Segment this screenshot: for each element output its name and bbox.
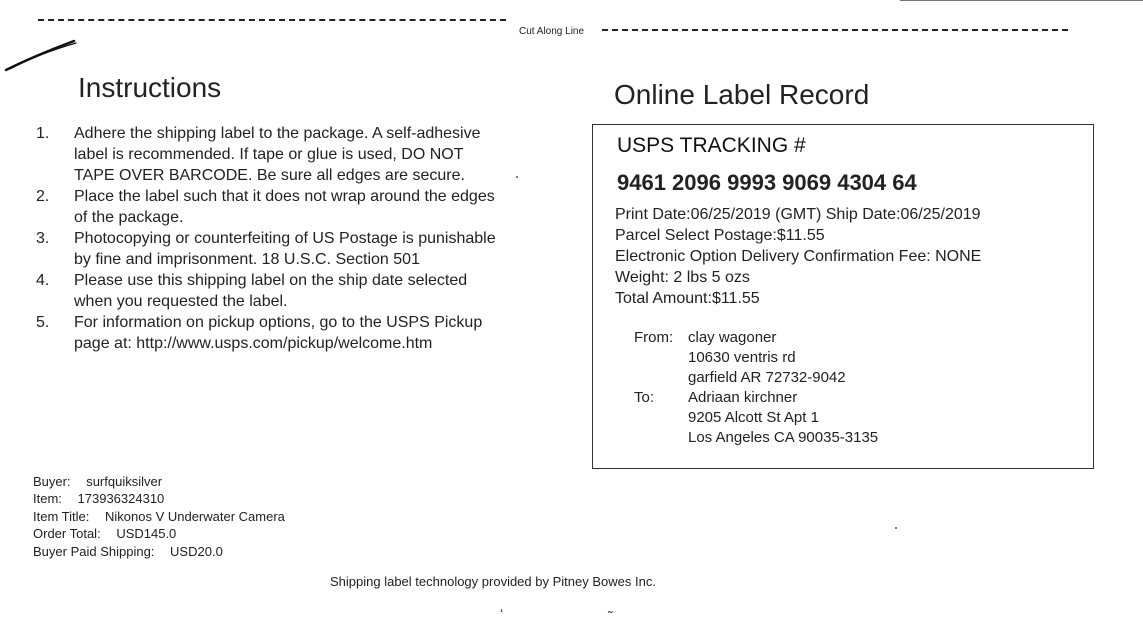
- scan-mark: ʻ: [500, 606, 504, 622]
- order-item-row: [33, 490, 285, 507]
- order-shipping-row: [33, 543, 285, 560]
- shipping-paid-label: Buyer Paid Shipping:: [33, 543, 155, 559]
- weight-line: Weight: 2 lbs 5 ozs: [615, 269, 750, 286]
- cut-line-label: Cut Along Line: [519, 26, 585, 37]
- tracking-label: USPS TRACKING #: [617, 134, 806, 157]
- instruction-text: Photocopying or counterfeiting of US Postage is punishable by fine and imprisonment. 18 U.S.C. Section 501: [74, 230, 496, 268]
- from-name-row: [634, 328, 878, 348]
- pen-stroke-mark: [4, 38, 80, 74]
- order-total-value: USD145.0: [116, 526, 177, 542]
- scan-speck: [516, 176, 518, 178]
- to-name: Adriaan kirchner: [688, 389, 798, 406]
- instruction-text: For information on pickup options, go to the USPS Pickup page at: http://www.usps.com/pickup/welcome.htm: [74, 314, 483, 352]
- instruction-number: 2.: [36, 188, 50, 205]
- corner-marks: [900, 0, 1143, 5]
- instruction-number: 5.: [36, 314, 50, 331]
- instructions-title: Instructions: [78, 72, 222, 103]
- instruction-item: [36, 186, 516, 228]
- instructions-list: [36, 123, 516, 354]
- instruction-item: [36, 123, 516, 186]
- instruction-number: 4.: [36, 272, 50, 289]
- from-label: From:: [634, 329, 674, 346]
- instruction-text: Place the label such that it does not wrap around the edges of the package.: [74, 188, 495, 226]
- item-title-value: Nikonos V Underwater Camera: [104, 508, 285, 524]
- from-street: 10630 ventris rd: [688, 349, 796, 366]
- item-title-label: Item Title:: [33, 508, 90, 524]
- order-info: [33, 473, 285, 560]
- order-item-title-row: [33, 508, 285, 525]
- shipping-paid-value: USD20.0: [170, 543, 223, 559]
- record-title: Online Label Record: [614, 79, 870, 110]
- instruction-item: [36, 312, 516, 354]
- instruction-text: Please use this shipping label on the ship date selected when you requested the label.: [74, 272, 468, 310]
- order-total-label: Order Total:: [33, 526, 101, 542]
- label-details: [615, 204, 1091, 309]
- from-city: garfield AR 72732-9042: [688, 369, 846, 386]
- cut-line-left: [38, 19, 506, 21]
- instruction-text: Adhere the shipping label to the package. A self-adhesive label is recommended. If tape or glue is used, DO NOT TAPE OVER BARCODE. Be sure all edges are secure.: [74, 125, 481, 184]
- buyer-label: Buyer:: [33, 474, 71, 489]
- to-street: 9205 Alcott St Apt 1: [688, 409, 819, 426]
- tracking-number: 9461 2096 9993 9069 4304 64: [617, 170, 917, 195]
- cut-line-right: [602, 29, 1068, 31]
- to-city: Los Angeles CA 90035-3135: [688, 429, 879, 446]
- instruction-item: [36, 270, 516, 312]
- order-total-row: [33, 525, 285, 542]
- instruction-number: 3.: [36, 230, 50, 247]
- total-amount-line: Total Amount:$11.55: [615, 290, 760, 307]
- scan-speck: [895, 527, 897, 529]
- item-label: Item:: [33, 491, 62, 507]
- to-name-row: [634, 388, 878, 408]
- item-value: 173936324310: [77, 491, 165, 507]
- address-block: [634, 328, 878, 448]
- print-date-line: Print Date:06/25/2019 (GMT) Ship Date:06/25/2019: [615, 206, 981, 223]
- buyer-value: surfquiksilver: [86, 474, 163, 489]
- instruction-number: 1.: [36, 125, 50, 142]
- instruction-item: [36, 228, 516, 270]
- to-label: To:: [634, 389, 655, 406]
- footer-credit: Shipping label technology provided by Pitney Bowes Inc.: [330, 574, 656, 589]
- order-buyer-row: [33, 473, 285, 490]
- from-name: clay wagoner: [688, 329, 777, 346]
- delivery-fee-line: Electronic Option Delivery Confirmation Fee: NONE: [615, 248, 982, 265]
- postage-line: Parcel Select Postage:$11.55: [615, 227, 825, 244]
- scan-mark: ˜: [608, 608, 613, 624]
